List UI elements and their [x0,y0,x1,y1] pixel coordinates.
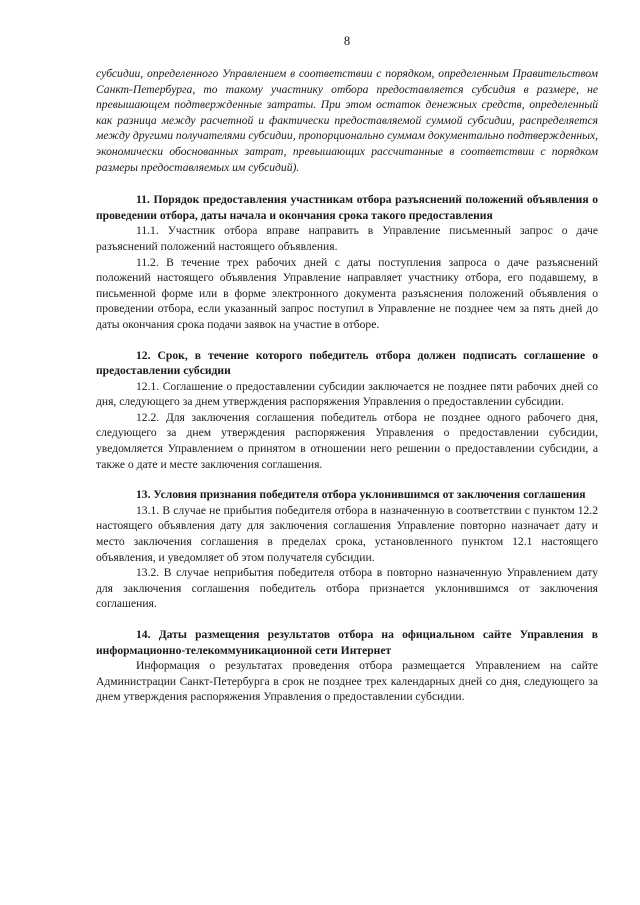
section-heading: 11. Порядок предоставления участникам отбора разъяснений положений объявления о проведении отбора, даты начала и окончания срока такого предоставления [96,193,598,222]
paragraph-11-1: 11.1. Участник отбора вправе направить в Управление письменный запрос о даче разъяснений положений настоящего объявления. [96,224,598,253]
paragraph-13-2: 13.2. В случае неприбытия победителя отбора в повторно назначенную Управлением дату для заключения соглашения победитель отбора признается уклонившимся от заключения соглашения. [96,566,598,611]
intro-paragraph: субсидии, определенного Управлением в соответствии с порядком, определенным Правительством Санкт-Петербурга, то такому участнику отбора предоставляется субсидия в размере, не превышающем подтвержденные затраты. При этом остаток денежных средств, определенный как разница между расчетной и фактически предоставляемой суммой субсидии, распределяется между другими получателями субсидии, пропорционально суммам документально подтвержденных, экономически обоснованных затрат, превышающих рассчитанные в соответствии с порядком размеры предоставляемых им субсидий). [96,67,598,174]
spacer [96,612,598,627]
paragraph-14-1: Информация о результатах проведения отбора размещается Управлением на сайте Администрации Санкт-Петербурга в срок не позднее трех календарных дней со дня, следующего за днем утверждения распоряжения Управления о предоставлении субсидии. [96,659,598,704]
section-heading: 13. Условия признания победителя отбора уклонившимся от заключения соглашения [136,488,586,502]
section-11 [96,192,598,332]
page-number: 8 [343,34,351,48]
paragraph-12-1: 12.1. Соглашение о предоставлении субсидии заключается не позднее пяти рабочих дней со дня, следующего за днем утверждения распоряжения Управления о предоставлении субсидии. [96,379,598,409]
spacer [96,333,598,348]
section-heading: 12. Срок, в течение которого победитель отбора должен подписать соглашение о предоставлении субсидии [96,348,598,378]
paragraph-12-2: 12.2. Для заключения соглашения победитель отбора не позднее одного рабочего дня, следующего за днем утверждения распоряжения Управления о предоставлении субсидии, уведомляется Управлением о принятом в отношении него решении о предоставлении субсидии, а также о дате и месте заключения соглашения. [96,410,598,471]
spacer [96,472,598,487]
section-heading: 14. Даты размещения результатов отбора на официальном сайте Управления в информационно-телекоммуникационной сети Интернет [96,628,598,657]
section-14 [96,627,598,705]
document-page [96,0,598,905]
section-13 [96,487,598,612]
section-12 [96,348,598,473]
spacer [96,175,598,192]
paragraph-13-1: 13.1. В случае не прибытия победителя отбора в назначенную в соответствии с пунктом 12.2 настоящего объявления дату для заключения соглашения Управление повторно назначает дату и место заключения соглашения в пределах срока, установленного пунктом 12.1 настоящего объявления, и уведомляет об этом получателя субсидии. [96,503,598,564]
paragraph-11-2: 11.2. В течение трех рабочих дней с даты поступления запроса о даче разъяснений положений настоящего объявления Управление направляет участнику отбора, его подавшему, в письменной форме или в форме электронного документа разъяснения положений объявления о проведении отбора, если указанный запрос поступил в Управление не позднее чем за пять дней до даты окончания срока подачи заявок на участие в отборе. [96,255,598,331]
document-body [96,66,598,705]
